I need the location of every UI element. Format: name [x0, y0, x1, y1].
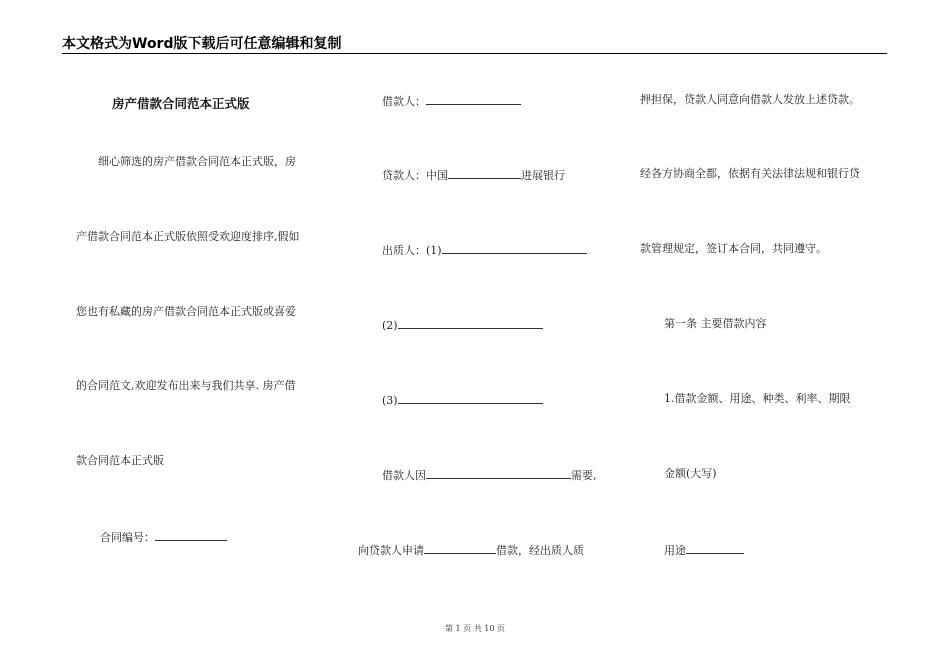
intro-line-5: 款合同范本正式版: [76, 454, 164, 467]
loan-apply-suffix: 借款，经出质人质: [496, 544, 584, 557]
loan-apply-prefix: 向贷款人申请: [358, 544, 424, 557]
pledgor-2-label: (2): [382, 319, 398, 332]
pledgor-3-blank: [398, 393, 543, 404]
lender-suffix: 进展银行: [521, 169, 565, 182]
pledgor-3-label: (3): [382, 394, 398, 407]
contract-number-label: 合同编号：: [100, 531, 155, 544]
header-title: 本文格式为Word版下载后可任意编辑和复制: [62, 36, 342, 52]
pledgor-1-label: 出质人：(1): [382, 244, 442, 257]
pledgor-2-blank: [398, 318, 543, 329]
purpose-label: 用途: [664, 544, 686, 557]
purpose-blank: [686, 543, 744, 554]
lender-label: 贷款人：中国: [382, 169, 448, 182]
borrower-blank: [426, 94, 521, 105]
page-number: 第 1 页 共 10 页: [445, 624, 505, 633]
pledgor-2-field: [382, 318, 543, 332]
amount-label: 金额(大写): [664, 467, 717, 480]
intro-line-3: 您也有私藏的房产借款合同范本正式版或喜爱: [76, 305, 296, 318]
intro-line-2: 产借款合同范本正式版依照受欢迎度排序,假如: [76, 230, 300, 243]
intro-line-4: 的合同范文,欢迎发布出来与我们共享. 房产借: [76, 379, 296, 392]
pledgor-3-field: [382, 393, 543, 407]
loan-need-field: [382, 468, 597, 482]
loan-need-prefix: 借款人因: [382, 469, 426, 482]
lender-blank: [448, 168, 521, 179]
loan-need-blank: [426, 468, 571, 479]
pledgor-1-blank: [442, 243, 587, 254]
col3-line-2: 经各方协商全都，依据有关法律法规和银行贷: [640, 167, 860, 180]
loan-apply-blank: [424, 543, 496, 554]
purpose-field: [664, 543, 744, 557]
borrower-label: 借款人：: [382, 95, 426, 108]
contract-number-blank: [155, 530, 227, 541]
col3-line-1: 押担保，贷款人同意向借款人发放上述贷款。: [640, 93, 860, 106]
loan-apply-field: [358, 543, 584, 557]
article-1-heading: 第一条 主要借款内容: [664, 317, 767, 330]
borrower-field: [382, 94, 521, 108]
intro-line-1: 细心筛选的房产借款合同范本正式版，房: [98, 155, 296, 168]
contract-number-field: [100, 530, 227, 544]
loan-need-suffix: 需要,: [571, 469, 597, 482]
header-divider: [62, 53, 887, 54]
lender-field: [382, 168, 565, 182]
document-title: 房产借款合同范本正式版: [112, 96, 250, 111]
item-1-heading: 1.借款金额、用途、种类、利率、期限: [664, 392, 851, 405]
col3-line-3: 款管理规定，签订本合同，共同遵守。: [640, 242, 827, 255]
pledgor-1-field: [382, 243, 587, 257]
